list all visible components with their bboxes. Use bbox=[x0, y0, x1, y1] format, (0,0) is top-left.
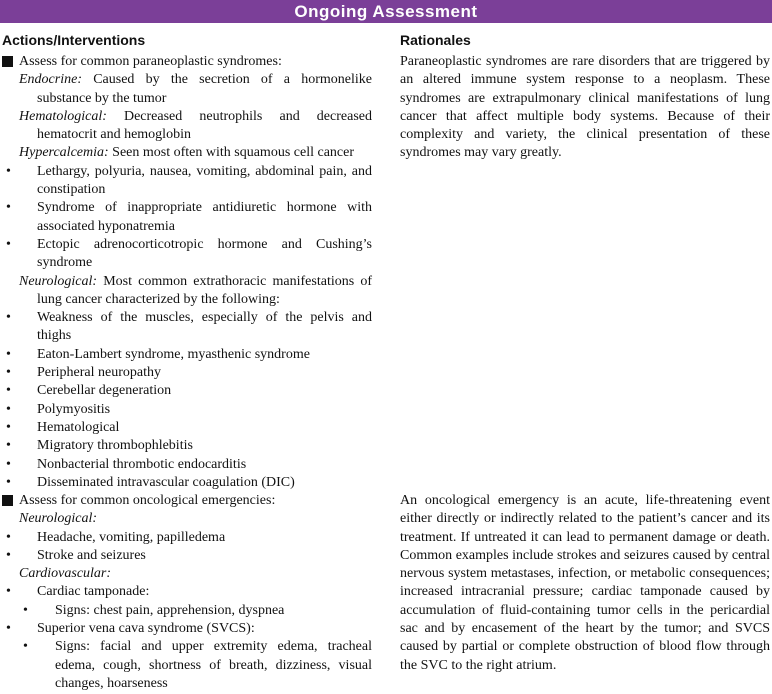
bullet-icon: • bbox=[6, 310, 11, 326]
list-item: • Migratory thrombophlebitis bbox=[2, 437, 372, 455]
neurological-category: Neurological: bbox=[19, 511, 98, 527]
bullet-icon: • bbox=[6, 529, 11, 545]
list-item: • Nonbacterial thrombotic endocarditis bbox=[2, 456, 372, 474]
oncological-main-item: Assess for common oncological emergencies: bbox=[2, 492, 372, 510]
list-item: • Syndrome of inappropriate antidiuretic hormone with associated hyponatremia bbox=[6, 200, 372, 234]
oncological-emergency-actions bbox=[2, 492, 372, 693]
bullet-icon: • bbox=[6, 584, 11, 600]
rationales-column-heading: Rationales bbox=[400, 32, 471, 48]
actions-column-heading: Actions/Interventions bbox=[2, 32, 146, 48]
hematological-item: Hematological: Decreased neutrophils and decreased hematocrit and hemoglobin bbox=[19, 108, 372, 143]
section-banner: Ongoing Assessment bbox=[0, 0, 772, 23]
bullet-icon: • bbox=[6, 236, 11, 252]
square-bullet-icon bbox=[2, 495, 13, 506]
paraneoplastic-actions bbox=[2, 53, 372, 492]
list-item: • Signs: chest pain, apprehension, dyspnea bbox=[2, 602, 372, 620]
list-item: • Weakness of the muscles, especially of the pelvis and thighs bbox=[6, 310, 372, 344]
bullet-icon: • bbox=[6, 456, 11, 472]
hypercalcemia-item: Hypercalcemia: Seen most often with squamous cell cancer bbox=[19, 145, 354, 161]
oncological-emergency-rationale: An oncological emergency is an acute, life-threatening event either directly or indirectly related to the patient’s cancer and its treatment. If untreated it can lead to permanent damage or death. Common examples include strokes and seizures caused by central nervous system metastases, infection, or metabolic consequences; increased intracranial pressure; cardiac tamponade caused by accumulation of fluid-containing tumor cells in the pericardial sac and by encasement of the heart by the tumor; and SVCS caused by partial or complete obstruction of blood flow through the SVC to the right atrium. bbox=[400, 493, 770, 673]
list-item: • Ectopic adrenocorticotropic hormone and Cushing’s syndrome bbox=[6, 236, 372, 271]
bullet-icon: • bbox=[6, 474, 11, 490]
list-item: • Disseminated intravascular coagulation (DIC) bbox=[2, 474, 372, 492]
list-item: • Hematological bbox=[2, 419, 372, 437]
bullet-icon: • bbox=[6, 621, 11, 637]
list-item: • Cardiac tamponade: bbox=[2, 583, 372, 601]
bullet-icon: • bbox=[6, 401, 11, 417]
list-item: • Lethargy, polyuria, nausea, vomiting, abdominal pain, and constipation bbox=[6, 163, 372, 198]
list-item: • Polymyositis bbox=[2, 401, 372, 419]
bullet-icon: • bbox=[6, 438, 11, 454]
square-bullet-icon bbox=[2, 56, 13, 67]
bullet-icon: • bbox=[23, 602, 28, 618]
bullet-icon: • bbox=[23, 639, 28, 655]
list-item: • Stroke and seizures bbox=[2, 547, 372, 565]
list-item: • Eaton-Lambert syndrome, myasthenic syndrome bbox=[2, 346, 372, 364]
bullet-icon: • bbox=[6, 419, 11, 435]
list-item: • Cerebellar degeneration bbox=[2, 382, 372, 400]
paraneoplastic-main-item: Assess for common paraneoplastic syndromes: bbox=[2, 53, 372, 71]
bullet-icon: • bbox=[6, 200, 11, 216]
bullet-icon: • bbox=[6, 163, 11, 179]
bullet-icon: • bbox=[6, 365, 11, 381]
paraneoplastic-rationale: Paraneoplastic syndromes are rare disorders that are triggered by an altered immune system response to a neoplasm. These syndromes are extrapulmonary clinical manifestations of lung cancer that affect multiple body systems. Because of their complexity and variety, the clinical presentation of these syndromes may vary greatly. bbox=[400, 54, 770, 161]
list-item: • Signs: facial and upper extremity edema, tracheal edema, cough, shortness of breath, dizziness, visual changes, hoarseness bbox=[23, 639, 372, 691]
bullet-icon: • bbox=[6, 346, 11, 362]
neurological-item: Neurological: Most common extrathoracic manifestations of lung cancer characterized by the following: bbox=[19, 273, 372, 307]
bullet-icon: • bbox=[6, 383, 11, 399]
list-item: • Superior vena cava syndrome (SVCS): bbox=[2, 620, 372, 638]
cardiovascular-category: Cardiovascular: bbox=[19, 566, 112, 582]
endocrine-item: Endocrine: Caused by the secretion of a hormonelike substance by the tumor bbox=[19, 72, 372, 106]
bullet-icon: • bbox=[6, 547, 11, 563]
list-item: • Peripheral neuropathy bbox=[2, 364, 372, 382]
list-item: • Headache, vomiting, papilledema bbox=[2, 529, 372, 547]
